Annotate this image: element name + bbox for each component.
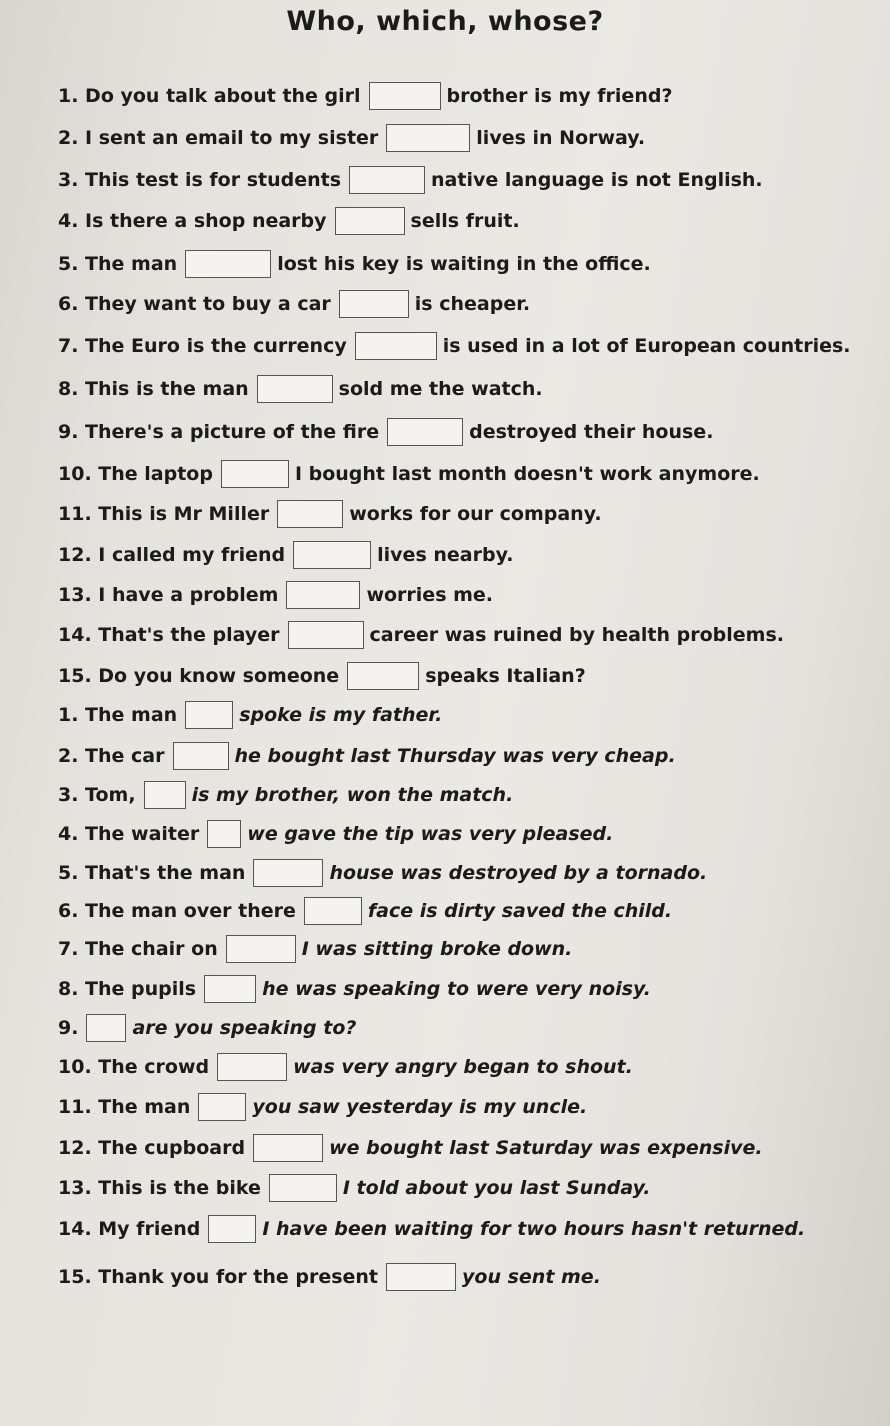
answer-blank[interactable] <box>347 662 419 690</box>
answer-blank[interactable] <box>173 742 229 770</box>
answer-blank[interactable] <box>257 375 333 403</box>
sentence-start: 14. My friend <box>58 1218 201 1240</box>
sentence-start: 12. The cupboard <box>58 1137 246 1159</box>
sentence-end: lives nearby. <box>377 544 514 566</box>
sentence-start: 5. That's the man <box>58 862 246 884</box>
sentence-end: sells fruit. <box>410 210 520 232</box>
answer-blank[interactable] <box>208 1215 256 1243</box>
answer-blank[interactable] <box>369 82 441 110</box>
part1-item <box>58 578 493 612</box>
part1-item <box>58 497 602 531</box>
sentence-end: career was ruined by health problems. <box>369 624 784 646</box>
part1-item <box>58 457 760 491</box>
part2-item <box>58 932 572 966</box>
answer-blank[interactable] <box>339 290 409 318</box>
answer-blank[interactable] <box>386 1263 456 1291</box>
sentence-end: sold me the watch. <box>338 378 543 400</box>
sentence-end: works for our company. <box>349 503 602 525</box>
answer-blank[interactable] <box>221 460 289 488</box>
sentence-start: 4. Is there a shop nearby <box>58 210 327 232</box>
sentence-start: 13. I have a problem <box>58 584 279 606</box>
part2-item <box>58 739 676 773</box>
sentence-start: 11. This is Mr Miller <box>58 503 270 525</box>
sentence-end: I was sitting broke down. <box>301 938 573 960</box>
sentence-start: 6. The man over there <box>58 900 296 922</box>
part1-item <box>58 204 520 238</box>
part2-item <box>58 1171 650 1205</box>
sentence-end: I told about you last Sunday. <box>342 1177 651 1199</box>
part1-item <box>58 247 651 281</box>
sentence-start: 3. Tom, <box>58 784 136 806</box>
part2-item <box>58 856 707 890</box>
sentence-start: 8. This is the man <box>58 378 249 400</box>
sentence-end: we bought last Saturday was expensive. <box>329 1137 763 1159</box>
answer-blank[interactable] <box>293 541 371 569</box>
sentence-start: 1. Do you talk about the girl <box>58 85 361 107</box>
sentence-start: 10. The crowd <box>58 1056 210 1078</box>
answer-blank[interactable] <box>286 581 360 609</box>
answer-blank[interactable] <box>304 897 362 925</box>
part1-item <box>58 163 763 197</box>
answer-blank[interactable] <box>185 701 233 729</box>
sentence-end: destroyed their house. <box>469 421 714 443</box>
part1-item <box>58 121 645 155</box>
sentence-start: 13. This is the bike <box>58 1177 261 1199</box>
sentence-start: 1. The man <box>58 704 178 726</box>
part1-item <box>58 415 713 449</box>
answer-blank[interactable] <box>217 1053 287 1081</box>
sentence-start: 15. Thank you for the present <box>58 1266 379 1288</box>
part1-item <box>58 372 543 406</box>
answer-blank[interactable] <box>207 820 241 848</box>
sentence-end: face is dirty saved the child. <box>367 900 673 922</box>
sentence-start: 9. <box>58 1017 79 1039</box>
part1-item <box>58 538 513 572</box>
sentence-end: speaks Italian? <box>425 665 586 687</box>
sentence-start: 3. This test is for students <box>58 169 342 191</box>
sentence-end: house was destroyed by a tornado. <box>329 862 708 884</box>
answer-blank[interactable] <box>86 1014 126 1042</box>
part2-item <box>58 1050 633 1084</box>
sentence-start: 11. The man <box>58 1096 191 1118</box>
sentence-end: you sent me. <box>462 1266 601 1288</box>
sentence-start: 14. That's the player <box>58 624 280 646</box>
sentence-end: spoke is my father. <box>239 704 443 726</box>
sentence-start: 2. I sent an email to my sister <box>58 127 379 149</box>
sentence-end: native language is not English. <box>431 169 763 191</box>
answer-blank[interactable] <box>204 975 256 1003</box>
part2-item <box>58 972 651 1006</box>
part1-item <box>58 659 586 693</box>
answer-blank[interactable] <box>349 166 425 194</box>
sentence-start: 5. The man <box>58 253 178 275</box>
part2-item <box>58 1131 763 1165</box>
part2-item <box>58 1011 356 1045</box>
sentence-start: 10. The laptop <box>58 463 213 485</box>
sentence-start: 4. The waiter <box>58 823 200 845</box>
sentence-end: lost his key is waiting in the office. <box>277 253 651 275</box>
answer-blank[interactable] <box>386 124 470 152</box>
sentence-end: he was speaking to were very noisy. <box>262 978 651 1000</box>
answer-blank[interactable] <box>355 332 437 360</box>
part2-item <box>58 1260 601 1294</box>
sentence-end: is used in a lot of European countries. <box>442 335 851 357</box>
part2-item <box>58 894 672 928</box>
part2-item <box>58 1212 805 1246</box>
part2-item <box>58 698 442 732</box>
answer-blank[interactable] <box>288 621 364 649</box>
part2-item <box>58 817 613 851</box>
part1-item <box>58 329 851 363</box>
part1-item <box>58 79 672 113</box>
part1-item <box>58 618 784 652</box>
sentence-start: 7. The Euro is the currency <box>58 335 347 357</box>
sentence-start: 7. The chair on <box>58 938 218 960</box>
sentence-end: I have been waiting for two hours hasn't returned. <box>262 1218 806 1240</box>
part2-item <box>58 1090 587 1124</box>
worksheet-title: Who, which, whose? <box>286 6 604 37</box>
sentence-end: brother is my friend? <box>446 85 673 107</box>
sentence-start: 9. There's a picture of the fire <box>58 421 380 443</box>
answer-blank[interactable] <box>144 781 186 809</box>
answer-blank[interactable] <box>269 1174 337 1202</box>
answer-blank[interactable] <box>277 500 343 528</box>
sentence-end: we gave the tip was very pleased. <box>247 823 614 845</box>
answer-blank[interactable] <box>335 207 405 235</box>
sentence-end: lives in Norway. <box>476 127 646 149</box>
sentence-start: 8. The pupils <box>58 978 197 1000</box>
sentence-end: are you speaking to? <box>132 1017 357 1039</box>
sentence-start: 2. The car <box>58 745 165 767</box>
answer-blank[interactable] <box>253 859 323 887</box>
sentence-end: I bought last month doesn't work anymore. <box>294 463 760 485</box>
sentence-end: you saw yesterday is my uncle. <box>252 1096 588 1118</box>
answer-blank[interactable] <box>226 935 296 963</box>
sentence-start: 12. I called my friend <box>58 544 286 566</box>
sentence-end: is my brother, won the match. <box>191 784 514 806</box>
answer-blank[interactable] <box>185 250 271 278</box>
answer-blank[interactable] <box>387 418 463 446</box>
sentence-start: 6. They want to buy a car <box>58 293 331 315</box>
answer-blank[interactable] <box>198 1093 246 1121</box>
sentence-end: is cheaper. <box>414 293 531 315</box>
sentence-start: 15. Do you know someone <box>58 665 340 687</box>
answer-blank[interactable] <box>253 1134 323 1162</box>
sentence-end: was very angry began to shout. <box>293 1056 633 1078</box>
part1-item <box>58 287 530 321</box>
sentence-end: worries me. <box>366 584 494 606</box>
part2-item <box>58 778 513 812</box>
sentence-end: he bought last Thursday was very cheap. <box>234 745 676 767</box>
